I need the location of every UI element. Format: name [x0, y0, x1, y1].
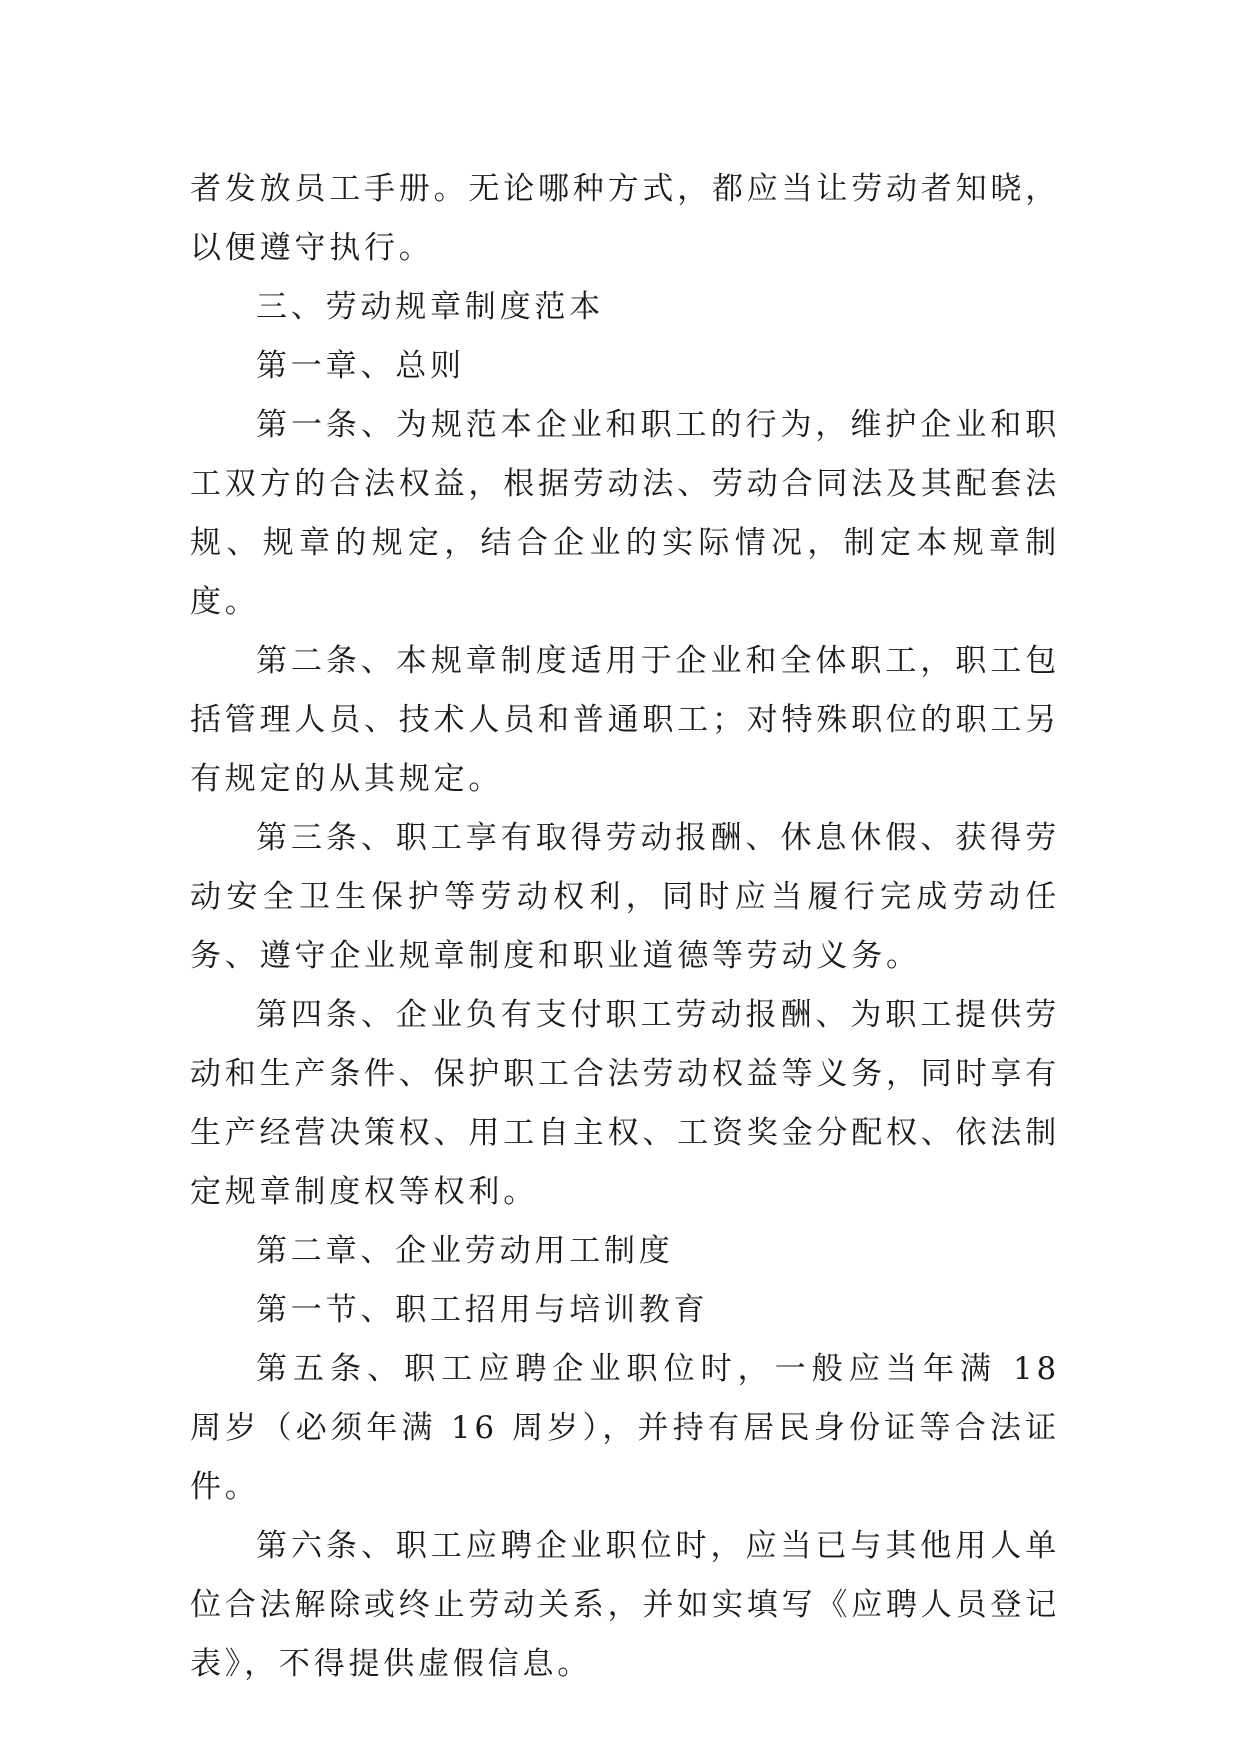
- article-1: 第一条、为规范本企业和职工的行为，维护企业和职工双方的合法权益，根据劳动法、劳动合同法及其配套法规、规章的规定，结合企业的实际情况，制定本规章制度。: [190, 407, 1060, 620]
- chapter-heading: 第一章、总则: [256, 348, 465, 384]
- article-5: 第五条、职工应聘企业职位时，一般应当年满 18 周岁（必须年满 16 周岁），并持有居民身份证等合法证件。: [190, 1351, 1060, 1505]
- article-3: 第三条、职工享有取得劳动报酬、休息休假、获得劳动安全卫生保护等劳动权利，同时应当履行完成劳动任务、遵守企业规章制度和职业道德等劳动义务。: [190, 820, 1060, 974]
- chapter-heading: 第二章、企业劳动用工制度: [256, 1233, 674, 1269]
- paragraph-continuation: 者发放员工手册。无论哪种方式，都应当让劳动者知晓，以便遵守执行。: [190, 171, 1060, 266]
- article-2: 第二条、本规章制度适用于企业和全体职工，职工包括管理人员、技术人员和普通职工；对特殊职位的职工另有规定的从其规定。: [190, 643, 1060, 797]
- section-heading: 第一节、职工招用与培训教育: [256, 1292, 709, 1328]
- document-body: [190, 160, 1060, 1694]
- article-6: 第六条、职工应聘企业职位时，应当已与其他用人单位合法解除或终止劳动关系，并如实填写《应聘人员登记表》，不得提供虚假信息。: [190, 1528, 1060, 1682]
- section-heading: 三、劳动规章制度范本: [256, 289, 604, 325]
- article-4: 第四条、企业负有支付职工劳动报酬、为职工提供劳动和生产条件、保护职工合法劳动权益等义务，同时享有生产经营决策权、用工自主权、工资奖金分配权、依法制定规章制度权等权利。: [190, 997, 1060, 1210]
